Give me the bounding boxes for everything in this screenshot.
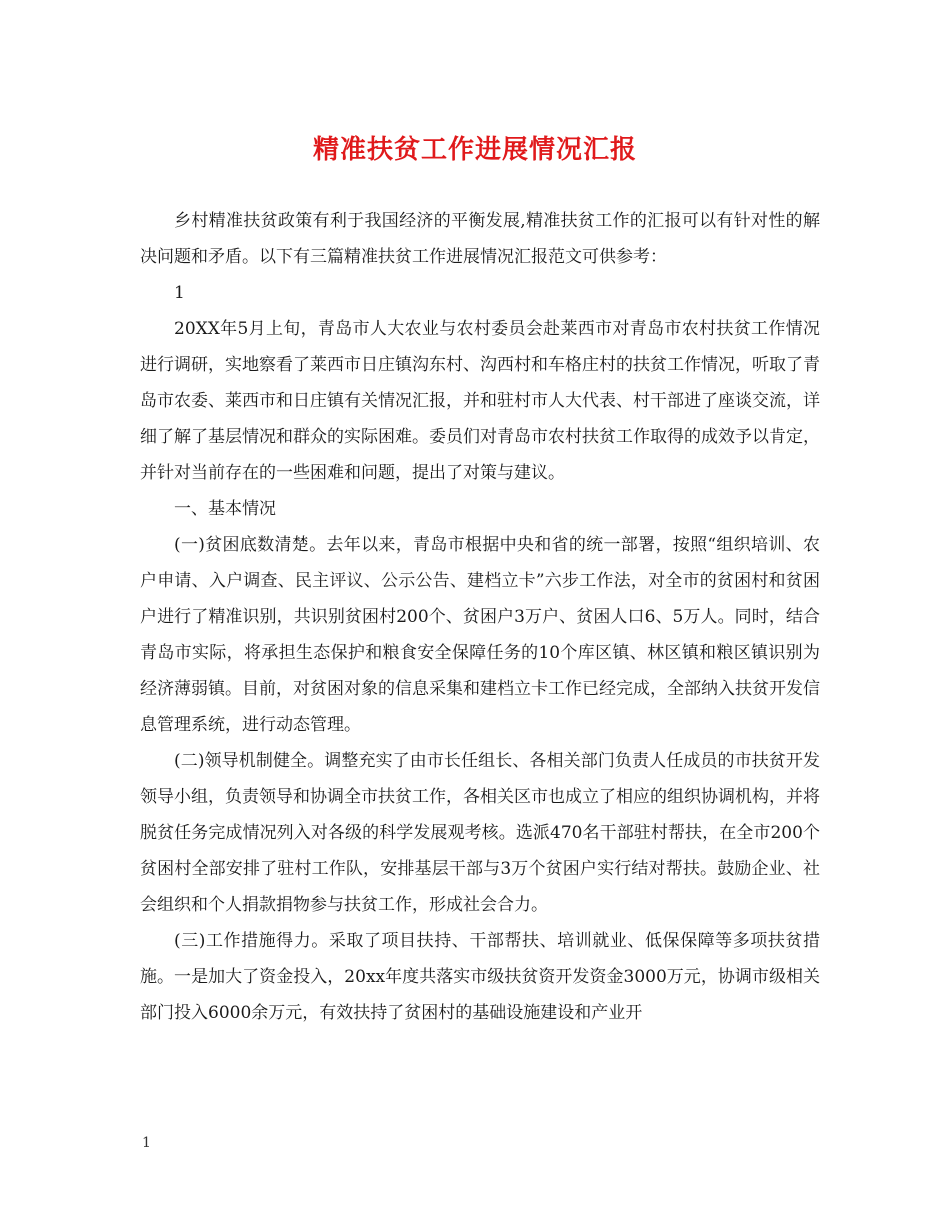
intro-paragraph: 乡村精准扶贫政策有利于我国经济的平衡发展,精准扶贫工作的汇报可以有针对性的解决问题和矛盾。以下有三篇精准扶贫工作进展情况汇报范文可供参考： [140,211,820,267]
document-title: 精准扶贫工作进展情况汇报 [312,135,637,165]
section-heading: 一、基本情况 [174,499,276,519]
body-paragraph: 20XX年5月上旬，青岛市人大农业与农村委员会赴莱西市对青岛市农村扶贫工作情况进行调研，实地察看了莱西市日庄镇沟东村、沟西村和车格庄村的扶贫工作情况，听取了青岛市农委、莱西市和日庄镇有关情况汇报，并和驻村市人大代表、村干部进了座谈交流，详细了解了基层情况和群众的实际困难。委员们对青岛市农村扶贫工作取得的成效予以肯定，并针对当前存在的一些困难和问题，提出了对策与建议。 [140,319,820,483]
document-body [140,203,820,1031]
body-paragraph: (二)领导机制健全。调整充实了由市长任组长、各相关部门负责人任成员的市扶贫开发领导小组，负责领导和协调全市扶贫工作，各相关区市也成立了相应的组织协调机构，并将脱贫任务完成情况列入对各级的科学发展观考核。选派470名干部驻村帮扶，在全市200个贫困村全部安排了驻村工作队，安排基层干部与3万个贫困户实行结对帮扶。鼓励企业、社会组织和个人捐款捐物参与扶贫工作，形成社会合力。 [140,751,820,915]
body-paragraph: (三)工作措施得力。采取了项目扶持、干部帮扶、培训就业、低保保障等多项扶贫措施。一是加大了资金投入，20xx年度共落实市级扶贫资开发资金3000万元，协调市级相关部门投入6000余万元，有效扶持了贫困村的基础设施建设和产业开 [140,931,820,1023]
page-number: 1 [142,1135,151,1151]
section-number: 1 [174,283,185,303]
body-paragraph: (一)贫困底数清楚。去年以来，青岛市根据中央和省的统一部署，按照“组织培训、农户申请、入户调查、民主评议、公示公告、建档立卡”六步工作法，对全市的贫困村和贫困户进行了精准识别，共识别贫困村200个、贫困户3万户、贫困人口6、5万人。同时，结合青岛市实际，将承担生态保护和粮食安全保障任务的10个库区镇、林区镇和粮区镇识别为经济薄弱镇。目前，对贫困对象的信息采集和建档立卡工作已经完成，全部纳入扶贫开发信息管理系统，进行动态管理。 [140,535,820,735]
